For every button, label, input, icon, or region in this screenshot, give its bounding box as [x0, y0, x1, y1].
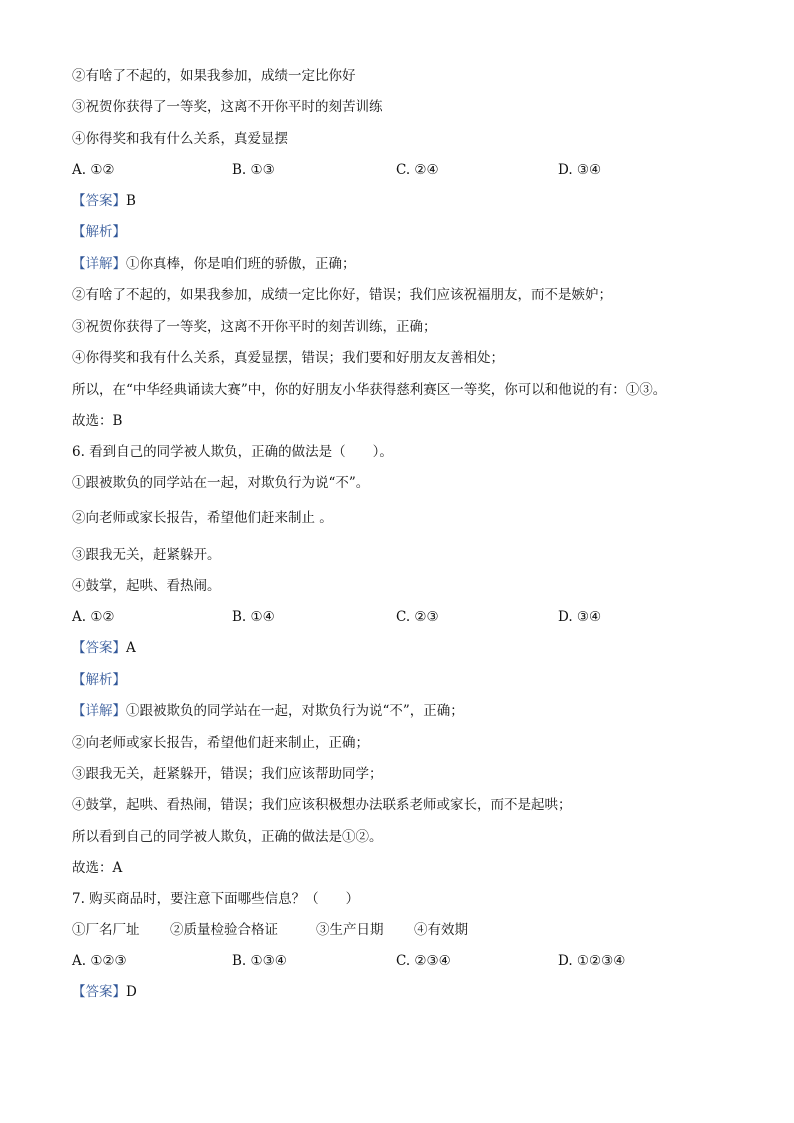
q6-option-b: B. ①④ [232, 609, 275, 625]
q7-answer [72, 982, 137, 1002]
q5-choice-line-2: ②有啥了不起的，如果我参加，成绩一定比你好 [72, 68, 356, 84]
q6-choice-2: ②向老师或家长报告，希望他们赶来制止 。 [72, 510, 333, 526]
q6-detail-1 [72, 701, 464, 721]
q6-option-a: A. ①② [72, 609, 115, 625]
q7-stem: 7. 购买商品时，要注意下面哪些信息？（ ） [72, 891, 360, 907]
q6-choice-3: ③跟我无关，赶紧躲开。 [72, 547, 221, 563]
q6-option-d: D. ③④ [558, 609, 602, 625]
q5-analysis-label: 【解析】 [72, 224, 126, 240]
q5-choice-line-4: ④你得奖和我有什么关系，真爱显摆 [72, 131, 288, 147]
q7-option-a: A. ①②③ [72, 953, 127, 969]
q7-option-b: B. ①③④ [232, 953, 287, 969]
q6-detail-4: ④鼓掌，起哄、看热闹，错误；我们应该积极想办法联系老师或家长，而不是起哄； [72, 797, 572, 813]
q6-detail-3: ③跟我无关，赶紧躲开，错误；我们应该帮助同学； [72, 766, 383, 782]
q6-conclusion: 故选：A [72, 860, 123, 876]
q6-choice-1: ①跟被欺负的同学站在一起，对欺负行为说“不”。 [72, 475, 370, 491]
q5-option-b: B. ①③ [232, 162, 275, 178]
q7-item-2: ②质量检验合格证 [170, 922, 278, 938]
q6-detail-2: ②向老师或家长报告，希望他们赶来制止，正确； [72, 735, 369, 751]
answer-label: 【答案】 [72, 984, 126, 1000]
answer-label: 【答案】 [72, 193, 126, 209]
q5-option-d: D. ③④ [558, 162, 602, 178]
q6-analysis-label: 【解析】 [72, 672, 126, 688]
q7-item-3: ③生产日期 [316, 922, 384, 938]
detail-label: 【详解】 [72, 703, 126, 719]
q5-answer [72, 191, 136, 211]
q5-detail-4: ④你得奖和我有什么关系，真爱显摆，错误；我们要和好朋友友善相处； [72, 350, 504, 366]
q7-item-4: ④有效期 [414, 922, 468, 938]
detail-text: ①你真棒，你是咱们班的骄傲，正确； [126, 256, 356, 272]
answer-label: 【答案】 [72, 640, 126, 656]
q5-conclusion: 故选：B [72, 413, 123, 429]
answer-value: D [126, 984, 137, 1000]
detail-text: ①跟被欺负的同学站在一起，对欺负行为说“不”，正确； [126, 703, 464, 719]
q7-option-d: D. ①②③④ [558, 953, 626, 969]
q5-detail-3: ③祝贺你获得了一等奖，这离不开你平时的刻苦训练，正确； [72, 319, 437, 335]
q7-option-c: C. ②③④ [396, 953, 451, 969]
answer-value: A [126, 640, 136, 656]
q5-detail-2: ②有啥了不起的，如果我参加，成绩一定比你好，错误；我们应该祝福朋友，而不是嫉妒； [72, 287, 612, 303]
q6-choice-4: ④鼓掌，起哄、看热闹。 [72, 578, 221, 594]
answer-value: B [126, 193, 136, 209]
q6-detail-summary: 所以看到自己的同学被人欺负，正确的做法是①②。 [72, 829, 383, 845]
q5-option-a: A. ①② [72, 162, 115, 178]
q5-detail-1 [72, 254, 356, 274]
q5-detail-summary: 所以，在“中华经典诵读大赛”中，你的好朋友小华获得慈利赛区一等奖，你可以和他说的有：①③。 [72, 382, 667, 398]
q6-answer [72, 638, 136, 658]
q5-choice-line-3: ③祝贺你获得了一等奖，这离不开你平时的刻苦训练 [72, 99, 383, 115]
q6-option-c: C. ②③ [396, 609, 439, 625]
q6-stem: 6. 看到自己的同学被人欺负，正确的做法是（ ）。 [72, 444, 393, 460]
detail-label: 【详解】 [72, 256, 126, 272]
q5-option-c: C. ②④ [396, 162, 439, 178]
q7-item-1: ①厂名厂址 [72, 922, 140, 938]
